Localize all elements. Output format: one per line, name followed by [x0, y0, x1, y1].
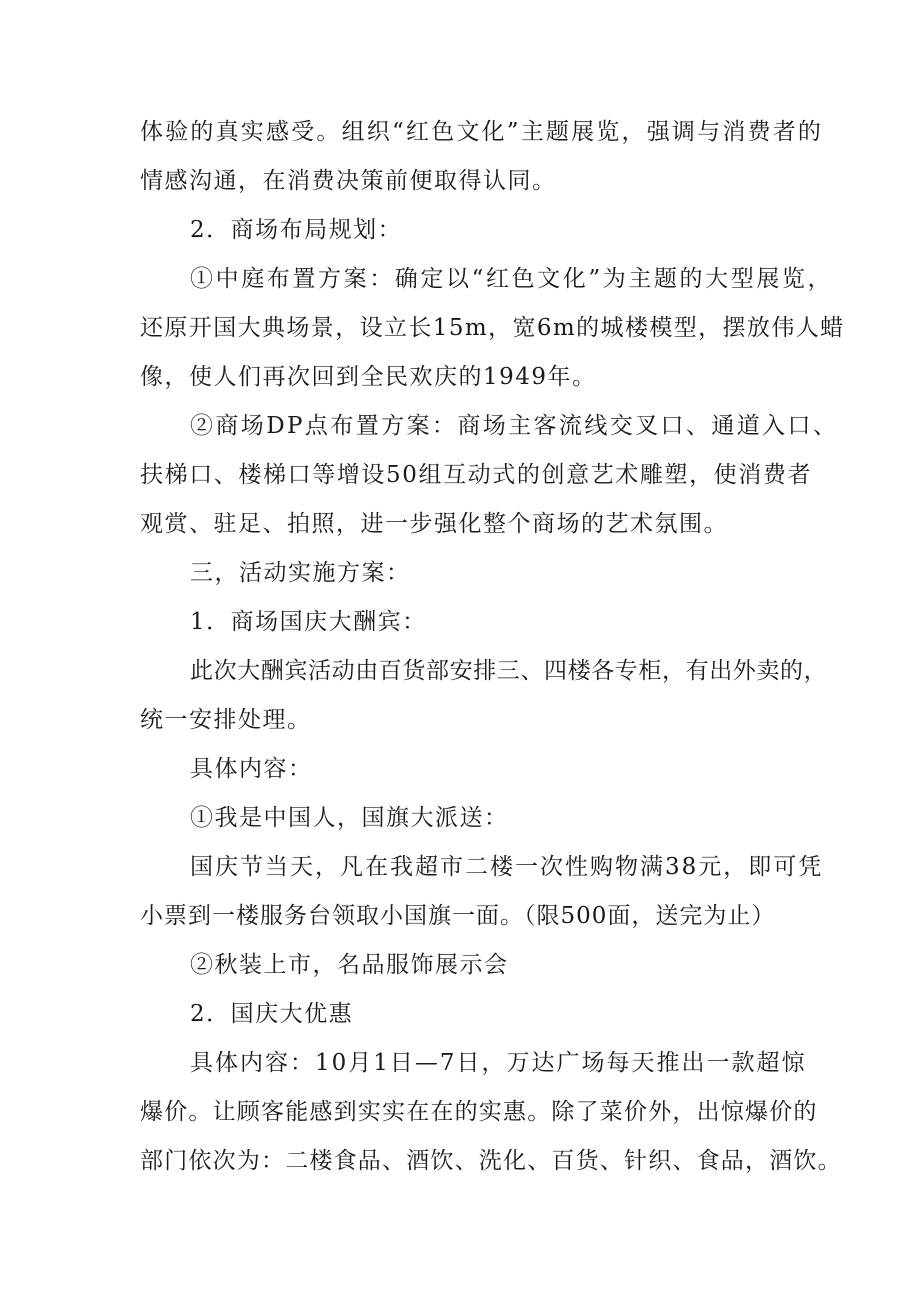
- paragraph-line: 具体内容：: [190, 756, 313, 782]
- paragraph-line: 此次大酬宾活动由百货部安排三、四楼各专柜，有出外卖的，: [190, 658, 828, 684]
- paragraph-line: ①我是中国人，国旗大派送：: [190, 805, 509, 831]
- section-heading: 三，活动实施方案：: [190, 560, 411, 586]
- paragraph-line: ②秋装上市，名品服饰展示会: [190, 952, 509, 978]
- paragraph-line: 观赏、驻足、拍照，进一步强化整个商场的艺术氛围。: [140, 511, 728, 537]
- paragraph-line: 具体内容：10月1日—7日，万达广场每天推出一款超惊: [190, 1050, 807, 1076]
- section-heading: 2．国庆大优惠: [190, 1001, 354, 1027]
- section-heading: 2．商场布局规划：: [190, 217, 403, 243]
- paragraph-line: 体验的真实感受。组织“红色文化”主题展览，强调与消费者的: [140, 119, 824, 145]
- paragraph-line: 像，使人们再次回到全民欢庆的1949年。: [140, 364, 597, 390]
- paragraph-line: 还原开国大典场景，设立长15m，宽6m的城楼模型，摆放伟人蜡: [140, 315, 845, 341]
- paragraph-line: 扶梯口、楼梯口等增设50组互动式的创意艺术雕塑，使消费者: [140, 462, 813, 488]
- paragraph-line: 国庆节当天，凡在我超市二楼一次性购物满38元，即可凭: [190, 854, 824, 880]
- paragraph-line: ①中庭布置方案：确定以“红色文化”为主题的大型展览，: [190, 266, 834, 292]
- paragraph-line: 爆价。让顾客能感到实实在在的实惠。除了菜价外，出惊爆价的: [140, 1099, 818, 1125]
- section-heading: 1．商场国庆大酬宾：: [190, 609, 427, 635]
- paragraph-line: 部门依次为：二楼食品、酒饮、洗化、百货、针织、食品，酒饮。: [140, 1148, 842, 1174]
- paragraph-line: 统一安排处理。: [140, 707, 312, 733]
- paragraph-line: 情感沟通，在消费决策前便取得认同。: [140, 168, 557, 194]
- paragraph-line: ②商场DP点布置方案：商场主客流线交叉口、通道入口、: [190, 413, 839, 439]
- paragraph-line: 小票到一楼服务台领取小国旗一面。（限500面，送完为止）: [140, 903, 776, 929]
